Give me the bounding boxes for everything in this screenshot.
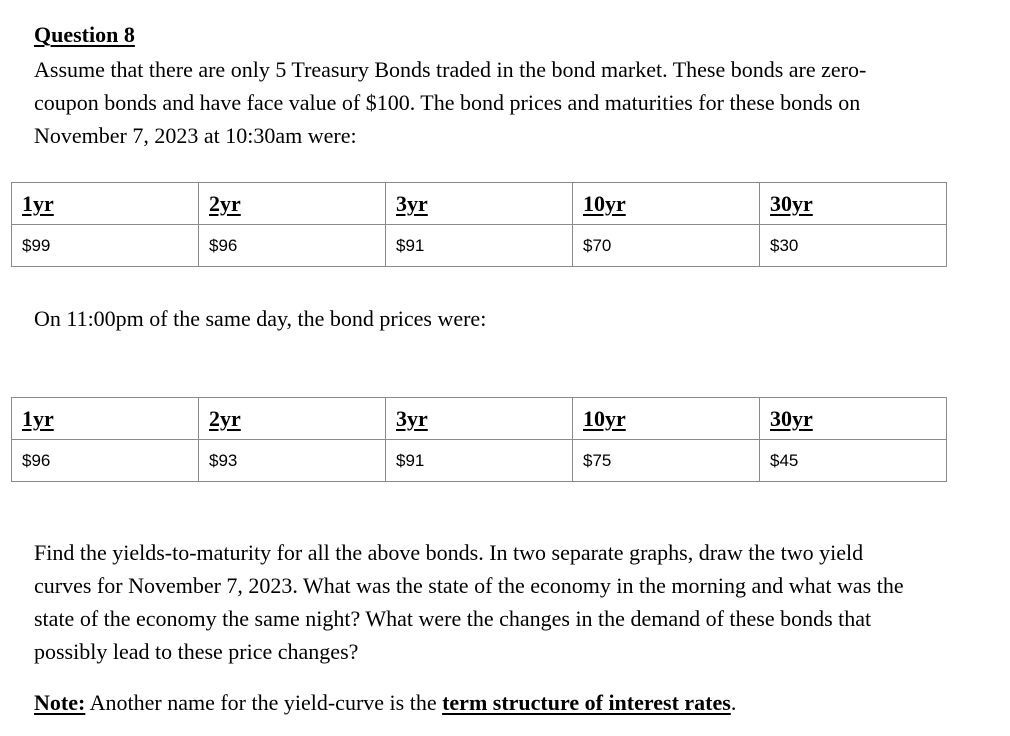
price-cell: $70 — [573, 225, 760, 267]
intro-line: Assume that there are only 5 Treasury Bonds traded in the bond market. These bonds are zero- — [34, 57, 867, 82]
note-text: Another name for the yield-curve is the — [85, 690, 443, 715]
task-line: state of the economy the same night? What were the changes in the demand of these bonds that — [34, 606, 872, 631]
maturity-header: 1yr — [12, 398, 199, 440]
note-line — [34, 686, 736, 719]
price-cell: $99 — [12, 225, 199, 267]
price-cell: $75 — [573, 440, 760, 482]
night-intro: On 11:00pm of the same day, the bond prices were: — [34, 306, 487, 331]
question-title: Question 8 — [34, 22, 135, 47]
note-end: . — [730, 690, 737, 715]
task-line: curves for November 7, 2023. What was the state of the economy in the morning and what was the — [34, 573, 904, 598]
intro-line: November 7, 2023 at 10:30am were: — [34, 123, 357, 148]
maturity-header: 10yr — [573, 183, 760, 225]
table-header-row — [12, 183, 947, 225]
price-cell: $91 — [386, 225, 573, 267]
maturity-header: 10yr — [573, 398, 760, 440]
task-line: possibly lead to these price changes? — [34, 639, 359, 664]
maturity-header: 30yr — [760, 183, 947, 225]
table-row — [12, 440, 947, 482]
price-cell: $45 — [760, 440, 947, 482]
note-term: term structure of interest rates — [442, 690, 731, 715]
night-bond-prices-table — [11, 397, 947, 482]
task-line: Find the yields-to-maturity for all the above bonds. In two separate graphs, draw the two yield — [34, 540, 864, 565]
maturity-header: 2yr — [199, 183, 386, 225]
table-header-row — [12, 398, 947, 440]
task-paragraph — [34, 536, 904, 668]
maturity-header: 30yr — [760, 398, 947, 440]
maturity-header: 2yr — [199, 398, 386, 440]
price-cell: $96 — [199, 225, 386, 267]
intro-paragraph — [34, 53, 979, 152]
morning-bond-prices-table — [11, 182, 947, 267]
price-cell: $93 — [199, 440, 386, 482]
price-cell: $96 — [12, 440, 199, 482]
table-row — [12, 225, 947, 267]
maturity-header: 3yr — [386, 398, 573, 440]
intro-line: coupon bonds and have face value of $100. The bond prices and maturities for these bonds on — [34, 90, 861, 115]
price-cell: $91 — [386, 440, 573, 482]
maturity-header: 1yr — [12, 183, 199, 225]
maturity-header: 3yr — [386, 183, 573, 225]
note-label: Note: — [34, 690, 86, 715]
price-cell: $30 — [760, 225, 947, 267]
